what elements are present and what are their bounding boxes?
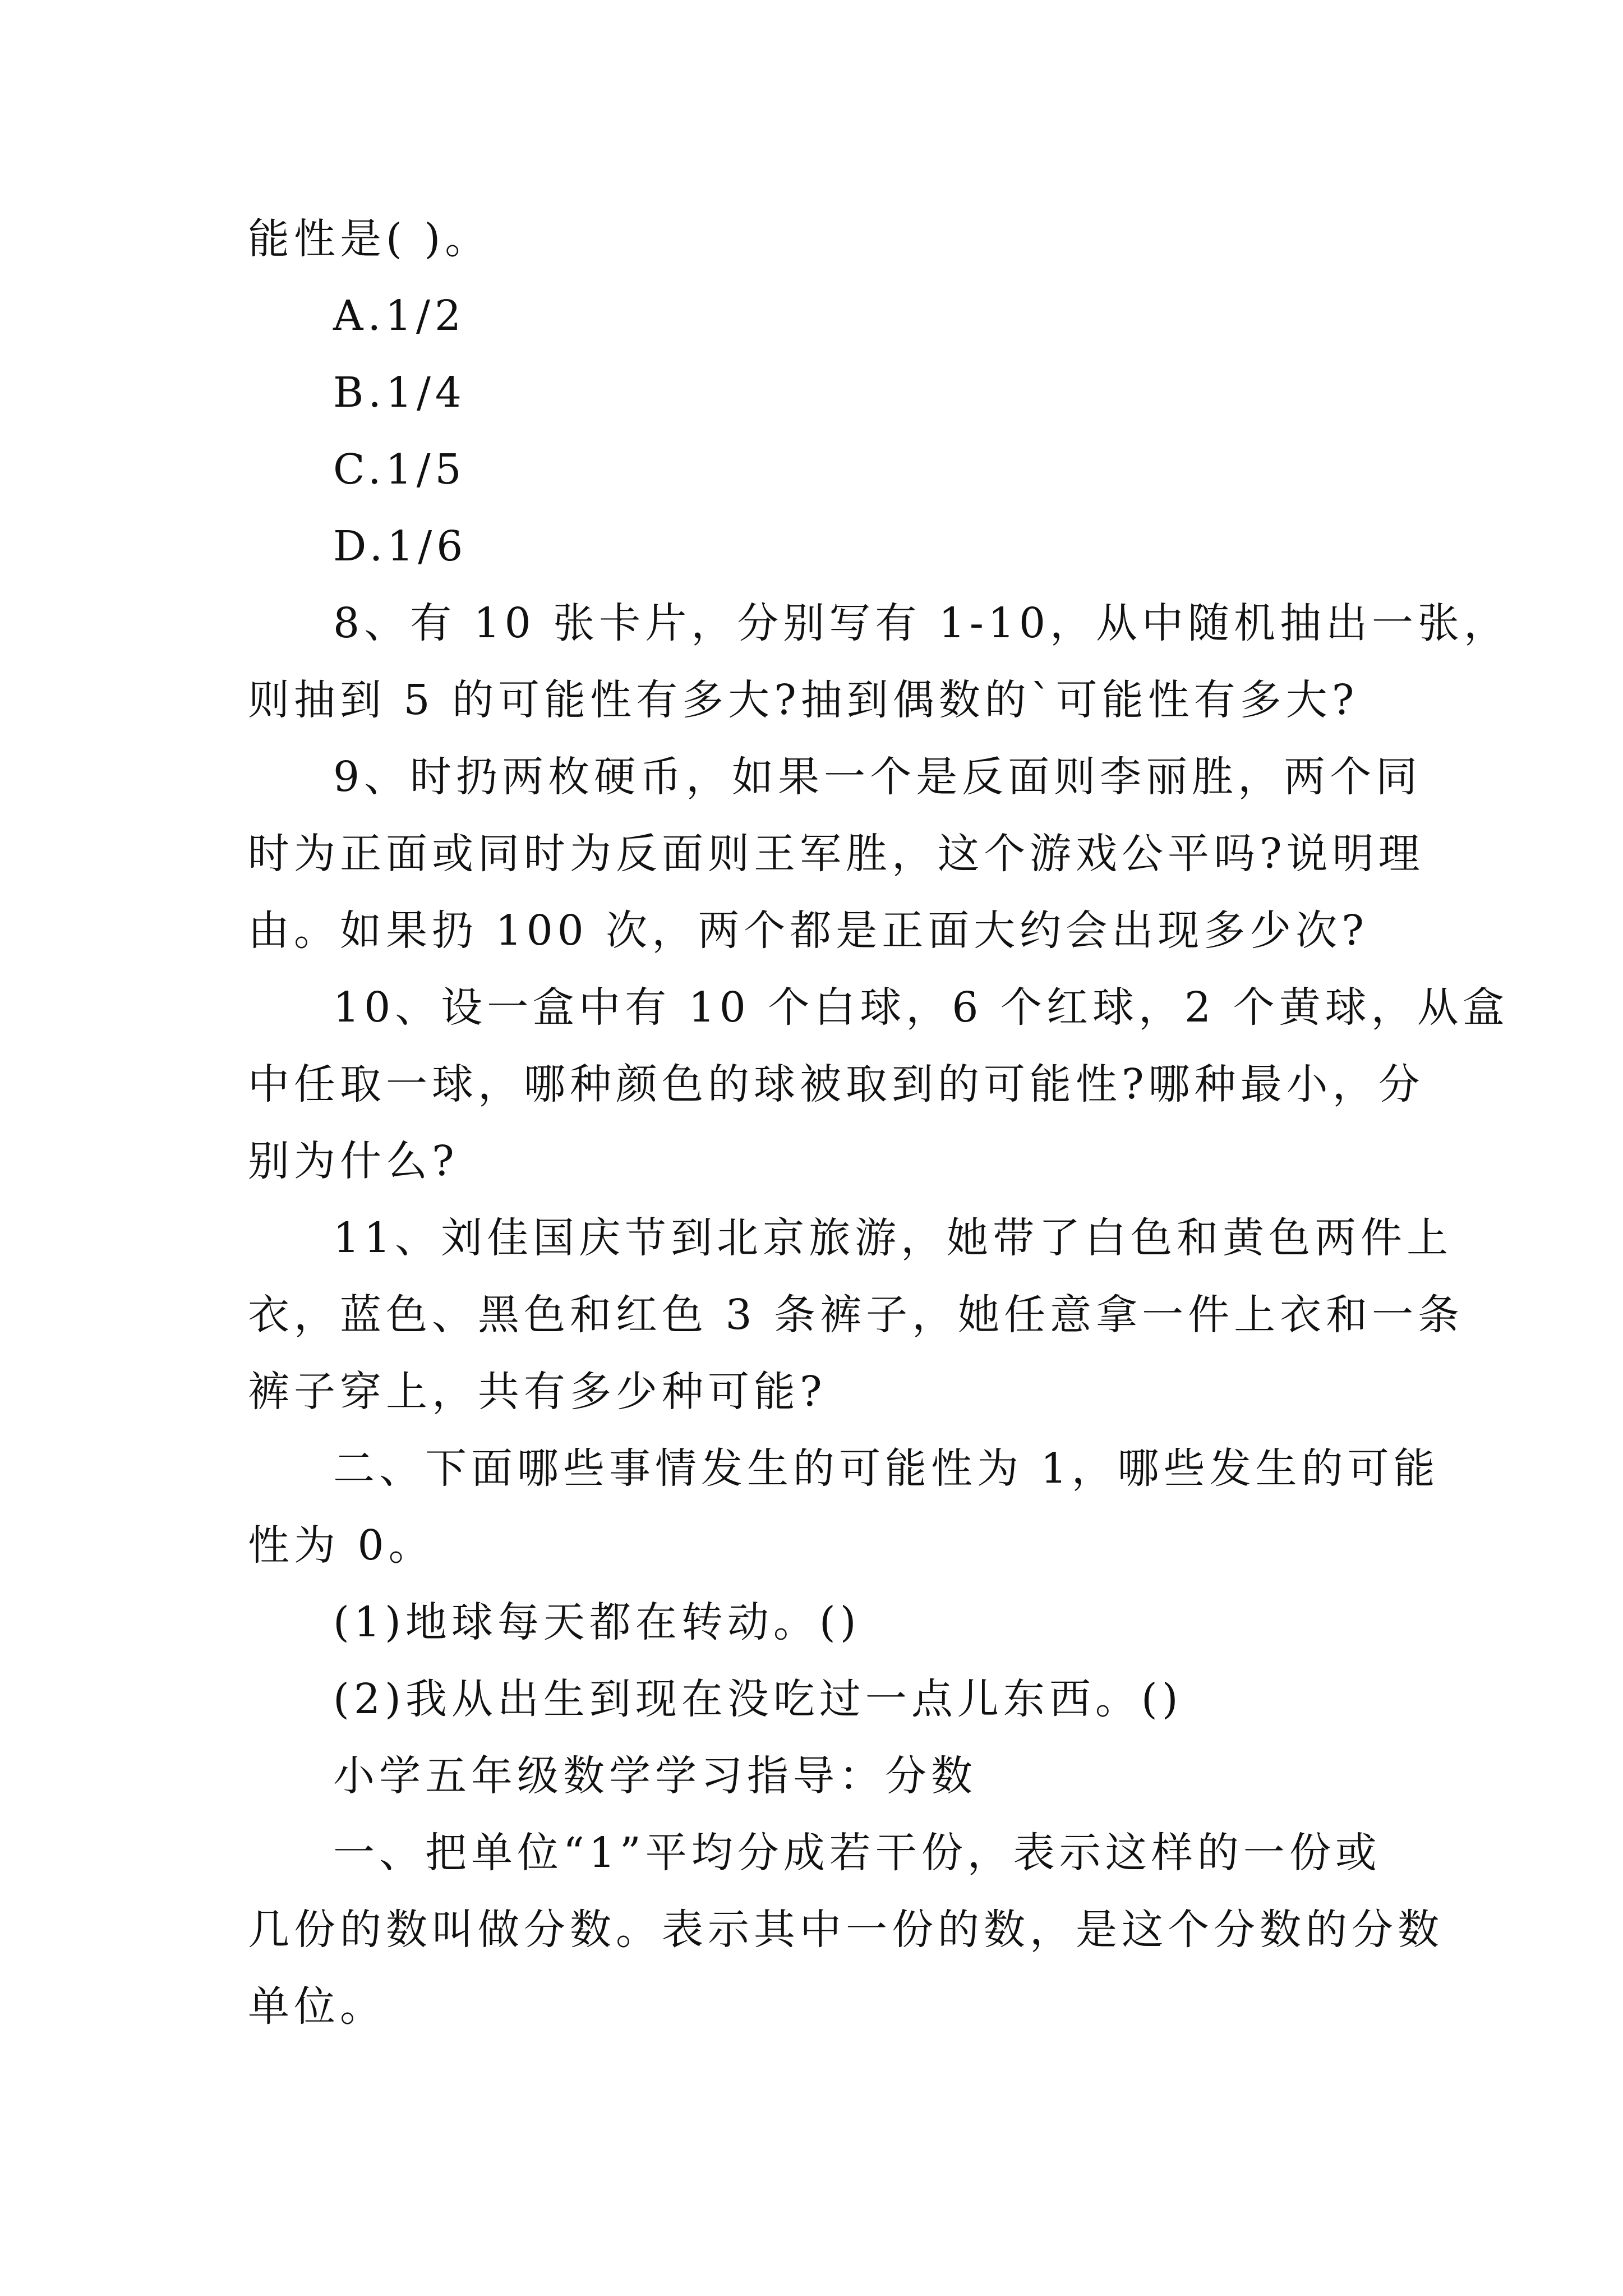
fraction-guide-title: 小学五年级数学学习指导：分数 <box>333 1752 977 1800</box>
option-b: B.1/4 <box>333 369 466 417</box>
option-d: D.1/6 <box>333 522 468 570</box>
question-11-line-3: 裤子穿上，共有多少种可能? <box>248 1368 827 1416</box>
question-10-line-2: 中任取一球，哪种颜色的球被取到的可能性?哪种最小，分 <box>248 1060 1424 1108</box>
question-9-line-2: 时为正面或同时为反面则王军胜，这个游戏公平吗?说明理 <box>248 830 1424 878</box>
fraction-definition-line-3: 单位。 <box>248 1982 386 2031</box>
section-two-heading-line-2: 性为 0。 <box>248 1521 435 1570</box>
statement-2: (2)我从出生到现在没吃过一点儿东西。() <box>333 1675 1183 1723</box>
question-8-line-1: 8、有 10 张卡片，分别写有 1-10，从中随机抽出一张， <box>333 599 1510 647</box>
section-two-heading-line-1: 二、下面哪些事情发生的可能性为 1，哪些发生的可能 <box>333 1444 1440 1493</box>
question-11-line-2: 衣，蓝色、黑色和红色 3 条裤子，她任意拿一件上衣和一条 <box>248 1291 1464 1339</box>
option-a: A.1/2 <box>333 292 466 340</box>
question-9-line-1: 9、时扔两枚硬币，如果一个是反面则李丽胜，两个同 <box>333 753 1422 801</box>
question-9-line-3: 由。如果扔 100 次，两个都是正面大约会出现多少次? <box>248 907 1368 955</box>
question-10-line-1: 10、设一盒中有 10 个白球，6 个红球，2 个黄球，从盒 <box>333 983 1509 1032</box>
question-7-continuation: 能性是( )。 <box>248 215 491 263</box>
question-11-line-1: 11、刘佳国庆节到北京旅游，她带了白色和黄色两件上 <box>333 1214 1453 1262</box>
document-body <box>248 201 1510 2045</box>
statement-1: (1)地球每天都在转动。() <box>333 1598 861 1646</box>
option-c: C.1/5 <box>333 445 466 494</box>
question-8-line-2: 则抽到 5 的可能性有多大?抽到偶数的`可能性有多大? <box>248 676 1359 724</box>
fraction-definition-line-1: 一、把单位“1”平均分成若干份，表示这样的一份或 <box>333 1829 1381 1877</box>
question-10-line-3: 别为什么? <box>248 1137 459 1185</box>
fraction-definition-line-2: 几份的数叫做分数。表示其中一份的数，是这个分数的分数 <box>248 1906 1444 1954</box>
